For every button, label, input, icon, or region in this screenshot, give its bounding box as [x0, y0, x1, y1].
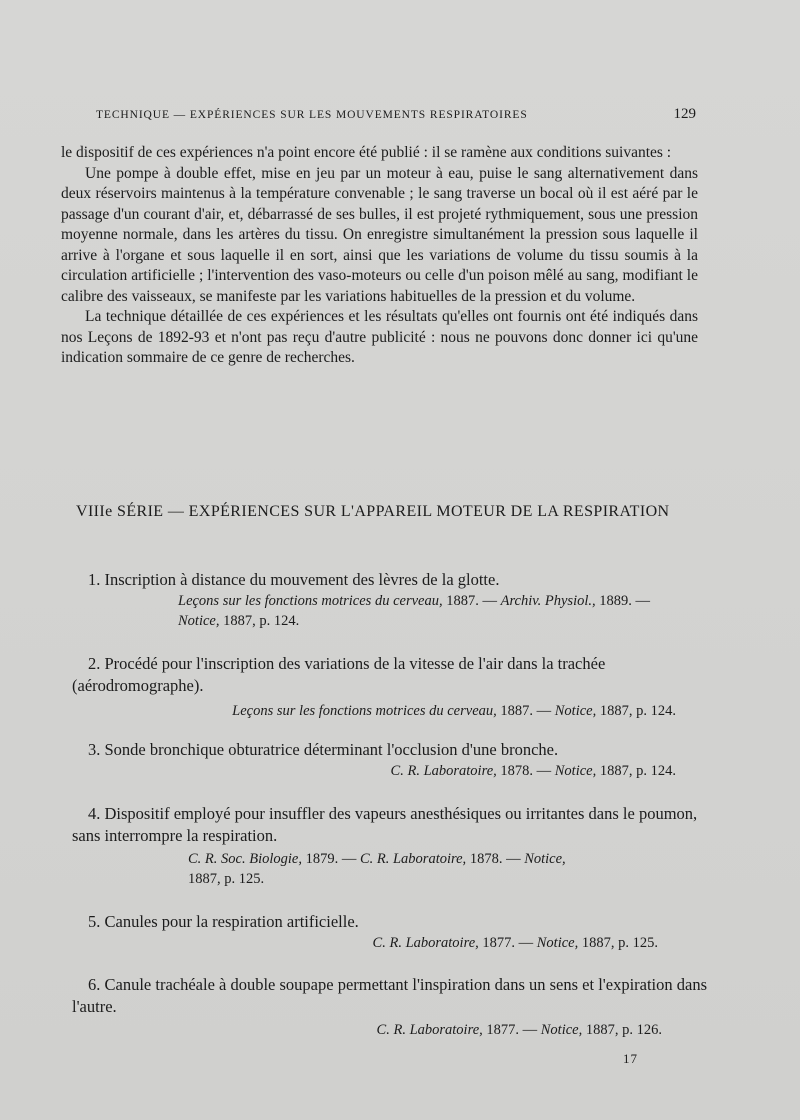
ref-year: 1877. — — [478, 935, 537, 951]
ref-year: 1877. — — [482, 1022, 541, 1038]
item-reference — [72, 849, 708, 889]
ref-source: Notice, — [536, 935, 579, 951]
ref-year: 1878. — — [496, 763, 555, 779]
running-header — [96, 106, 696, 122]
item-title: 4. Dispositif employé pour insuffler des vapeurs anesthésiques ou irritantes dans le poumon, sans interrompre la respiration. — [72, 804, 698, 845]
list-item-2 — [72, 653, 708, 721]
item-title: 1. Inscription à distance du mouvement des lèvres de la glotte. — [88, 570, 500, 589]
ref-source: C. R. Laboratoire, — [390, 763, 497, 779]
section-title: VIIIe SÉRIE — EXPÉRIENCES SUR L'APPAREIL MOTEUR DE LA RESPIRATION — [76, 503, 670, 520]
ref-source: C. R. Soc. Biologie, — [188, 851, 302, 867]
ref-page: 1887, p. 125. — [578, 935, 658, 951]
list-item-3 — [72, 739, 708, 781]
item-title: 2. Procédé pour l'inscription des variations de la vitesse de l'air dans la trachée (aérodromographe). — [72, 654, 606, 695]
ref-source: Notice, — [178, 613, 220, 629]
ref-source: Notice, — [524, 851, 566, 867]
item-reference — [72, 591, 708, 631]
item-reference — [72, 933, 708, 953]
ref-source: Leçons sur les fonctions motrices du cerveau, — [232, 703, 497, 719]
ref-year: 1879. — — [301, 851, 360, 867]
ref-year: 1887. — — [442, 593, 501, 609]
intro-paragraph-2: Une pompe à double effet, mise en jeu par un moteur à eau, puise le sang alternativement dans deux réservoirs maintenus à la température convenable ; le sang traverse un bocal où il est aéré par le passage d'un courant d'air, et, débarrassé de ses bulles, il est projeté rythmiquement, sous une pression moyenne normale, dans les artères du tissu. On enregistre simultanément la pression sous laquelle il arrive à l'organe et sous laquelle il en sort, ainsi que les variations de volume du tissu soumis à la circulation artificielle ; l'intervention des vaso-moteurs ou celle d'un poison mêlé au sang, modifiant le calibre des vaisseaux, se manifeste par les variations habituelles de la pression et du volume. — [61, 164, 698, 305]
ref-source: C. R. Laboratoire, — [359, 851, 467, 867]
item-reference — [72, 761, 708, 781]
item-title: 6. Canule trachéale à double soupape permettant l'inspiration dans un sens et l'expiration dans l'autre. — [72, 975, 708, 1016]
ref-source: Notice, — [554, 703, 597, 719]
ref-page: 1887, p. 125. — [188, 871, 265, 887]
ref-source: Notice, — [554, 763, 597, 779]
item-title: 5. Canules pour la respiration artificielle. — [88, 912, 359, 931]
item-title: 3. Sonde bronchique obturatrice déterminant l'occlusion d'une bronche. — [88, 740, 559, 759]
ref-year: 1878. — — [466, 851, 525, 867]
ref-year: 1889. — — [595, 593, 650, 609]
ref-year: 1887. — — [496, 703, 555, 719]
ref-source: C. R. Laboratoire, — [372, 935, 479, 951]
ref-source: C. R. Laboratoire, — [376, 1022, 483, 1038]
running-title: TECHNIQUE — EXPÉRIENCES SUR LES MOUVEMENTS RESPIRATOIRES — [96, 109, 528, 121]
item-reference — [72, 1020, 708, 1040]
signature-mark: 17 — [623, 1051, 638, 1066]
intro-paragraph-1: le dispositif de ces expériences n'a point encore été publié : il se ramène aux conditions suivantes : — [61, 144, 672, 161]
list-item-4 — [72, 803, 708, 889]
ref-source: Leçons sur les fonctions motrices du cerveau, — [178, 593, 443, 609]
intro-paragraph-3: La technique détaillée de ces expériences et les résultats qu'elles ont fournis ont été indiqués dans nos Leçons de 1892-93 et n'ont pas reçu d'autre publicité : nous ne pouvons donc donner ici qu'une indication sommaire de ce genre de recherches. — [61, 308, 698, 366]
ref-page: 1887, p. 126. — [582, 1022, 662, 1038]
ref-source: Notice, — [540, 1022, 583, 1038]
intro-text — [61, 143, 698, 369]
list-item-6 — [72, 974, 708, 1040]
page-number: 129 — [673, 106, 696, 122]
ref-source: Archiv. Physiol., — [500, 593, 596, 609]
ref-page: 1887, p. 124. — [596, 703, 676, 719]
list-item-5 — [72, 911, 708, 953]
ref-page: 1887, p. 124. — [219, 613, 300, 629]
ref-page: 1887, p. 124. — [596, 763, 676, 779]
item-reference — [72, 701, 708, 721]
list-item-1 — [72, 569, 708, 631]
